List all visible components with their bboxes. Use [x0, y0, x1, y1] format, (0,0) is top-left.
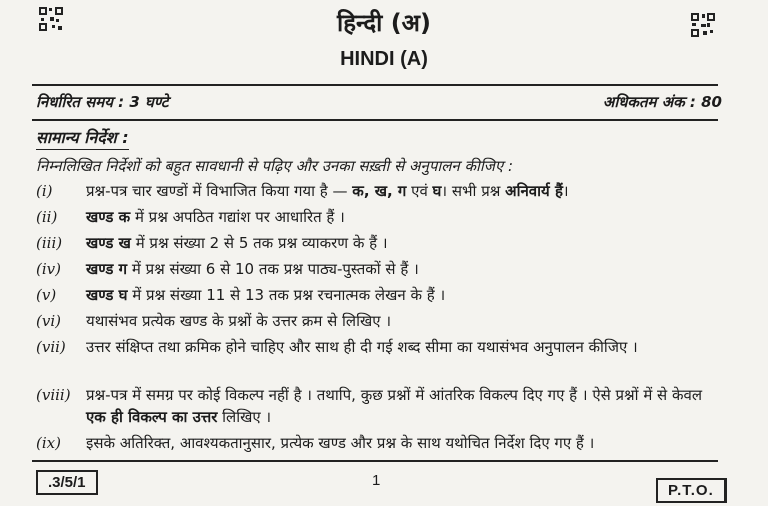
- item-text: खण्ड घ में प्रश्न संख्या 11 से 13 तक प्रश्न रचनात्मक लेखन के हैं ।: [86, 286, 446, 304]
- time-allowed: निर्धारित समय : 3 घण्टे: [36, 93, 169, 111]
- item-text: खण्ड ग में प्रश्न संख्या 6 से 10 तक प्रश्न पाठ्य-पुस्तकों से हैं ।: [86, 260, 419, 278]
- item-text: इसके अतिरिक्त, आवश्यकतानुसार, प्रत्येक खण्ड और प्रश्न के साथ यथोचित निर्देश दिए गए हैं ।: [86, 434, 595, 452]
- item-number: (iii): [36, 234, 63, 252]
- item-text: उत्तर संक्षिप्त तथा क्रमिक होने चाहिए और साथ ही दी गई शब्द सीमा का यथासंभव अनुपालन कीजिए ।: [86, 338, 638, 356]
- item-number: (i): [36, 182, 53, 200]
- item-text: प्रश्न-पत्र चार खण्डों में विभाजित किया गया है — क, ख, ग एवं घ। सभी प्रश्न अनिवार्य हैं।: [86, 182, 569, 200]
- item-number: (ii): [36, 208, 58, 226]
- item-number: (v): [36, 286, 57, 304]
- item-number: (viii): [36, 386, 71, 404]
- paper-code: .3/5/1: [36, 470, 98, 495]
- item-number: (vii): [36, 338, 66, 356]
- divider: [32, 119, 718, 121]
- item-number: (vi): [36, 312, 61, 330]
- paper-title-english: HINDI (A): [340, 48, 428, 70]
- item-text: प्रश्न-पत्र में समग्र पर कोई विकल्प नहीं है । तथापि, कुछ प्रश्नों में आंतरिक विकल्प दिए गए हैं । ऐसे प्रश्नों में से केवल एक ही विकल्प का उत्तर लिखिए ।: [86, 386, 702, 426]
- item-text: खण्ड क में प्रश्न अपठित गद्यांश पर आधारित हैं ।: [86, 208, 345, 226]
- paper-title-hindi: हिन्दी (अ): [337, 9, 431, 37]
- instructions-intro: निम्नलिखित निर्देशों को बहुत सावधानी से पढ़िए और उनका सख़्ती से अनुपालन कीजिए :: [36, 157, 514, 175]
- divider: [32, 460, 718, 462]
- item-number: (ix): [36, 434, 61, 452]
- item-number: (iv): [36, 260, 61, 278]
- pto-label: P.T.O.: [656, 478, 727, 503]
- divider: [32, 84, 718, 86]
- page-number: 1: [372, 472, 381, 489]
- item-text: खण्ड ख में प्रश्न संख्या 2 से 5 तक प्रश्न व्याकरण के हैं ।: [86, 234, 388, 252]
- item-text: यथासंभव प्रत्येक खण्ड के प्रश्नों के उत्तर क्रम से लिखिए ।: [86, 312, 392, 330]
- maximum-marks: अधिकतम अंक : 80: [602, 93, 722, 111]
- instructions-heading: सामान्य निर्देश :: [36, 126, 129, 150]
